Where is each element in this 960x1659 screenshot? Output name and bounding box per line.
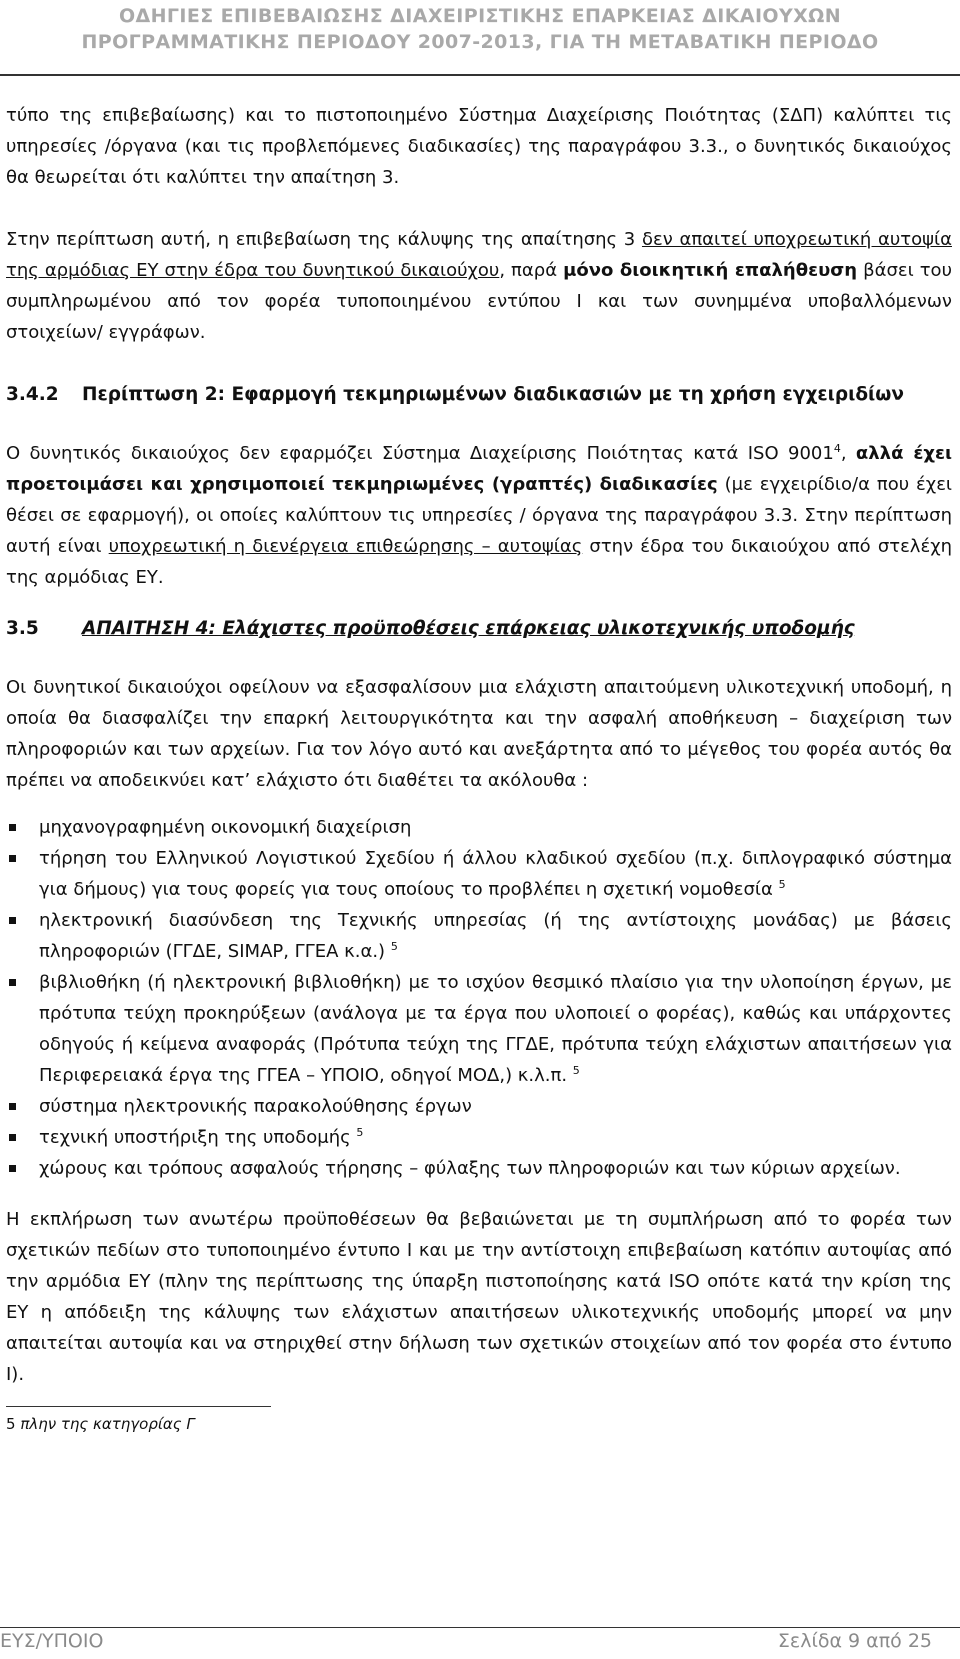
footnote-number: 5 <box>6 1415 16 1433</box>
list-item: βιβλιοθήκη (ή ηλεκτρονική βιβλιοθήκη) με το ισχύον θεσμικό πλαίσιο για την υλοποίηση έργων, με πρότυπα τεύχη προκηρύξεων (ανάλογα με τα έργα που υλοποιεί ο φορέας), καθώς και υπάρχοντες οδηγούς ή κείμενα αναφοράς (Πρότυπα τεύχη της ΓΓΔΕ, πρότυπα τεύχη ελάχιστων απαιτήσεων για Περιφερειακά έργα της ΓΓΕΑ – ΥΠΟΙΟ, οδηγοί ΜΟΔ,) κ.λ.π. $^5$ <box>6 967 952 1091</box>
underlined-phrase: υποχρεωτική η διενέργεια επιθεώρησης – αυτοψίας <box>108 536 583 557</box>
paragraph-case-1-verification: Στην περίπτωση αυτή, η επιβεβαίωση της κάλυψης της απαίτησης 3 δεν απαιτεί υποχρεωτική αυτοψία της αρμόδιας ΕΥ στην έδρα του δυνητικού δικαιούχου, παρά μόνο διοικητική επαλήθευση βάσει του συμπληρωμένου από τον φορέα τυποποιημένου εντύπου Ι και των συνημμένα υποβαλλόμενων στοιχείων/ εγγράφων. <box>6 229 952 343</box>
page-number: Σελίδα 9 από 25 <box>777 1630 932 1652</box>
page-footer <box>0 1630 932 1652</box>
paragraph-fulfilment: Η εκπλήρωση των ανωτέρω προϋποθέσεων θα βεβαιώνεται με τη συμπλήρωση από το φορέα των σχετικών πεδίων στο τυποποιημένο έντυπο Ι και με την αντίστοιχη επιβεβαίωση κατόπιν αυτοψίας από την αρμόδια ΕΥ (πλην της περίπτωσης της ύπαρξη πιστοποίησης κατά ISO οπότε κατά την κρίση της ΕΥ η απόδειξη της κάλυψης των ελάχιστων απαιτήσεων υλικοτεχνικής υποδομής μπορεί να μην απαιτείται αυτοψία και να στηριχθεί στην δήλωση των σχετικών στοιχείων από τον φορέα στο έντυπο Ι). <box>6 1209 952 1385</box>
footnote-ref: 5 <box>778 878 786 891</box>
section-number: 3.5 <box>6 618 39 639</box>
list-item: ηλεκτρονική διασύνδεση της Τεχνικής υπηρεσίας (ή της αντίστοιχης μονάδας) με βάσεις πληροφοριών (ΓΓΔΕ, SIMAP, ΓΓΕΑ κ.α.) $^5$ <box>6 905 952 967</box>
section-heading-3-5 <box>6 613 952 644</box>
footer-organization: ΕΥΣ/ΥΠΟΙΟ <box>0 1630 104 1652</box>
paragraph-continuation: τύπο της επιβεβαίωσης) και το πιστοποιημένο Σύστημα Διαχείρισης Ποιότητας (ΣΔΠ) καλύπτει τις υπηρεσίες /όργανα (και τις προβλεπόμενες διαδικασίες) της παραγράφου 3.3., ο δυνητικός δικαιούχος θα θεωρείται ότι καλύπτει την απαίτηση 3. <box>6 105 952 188</box>
page-header <box>0 0 960 55</box>
underlined-phrase: δεν απαιτεί υποχρεωτική αυτοψία της αρμόδιας ΕΥ στην έδρα του δυνητικού δικαιούχου <box>6 229 952 281</box>
footer-divider <box>0 1627 960 1628</box>
bold-phrase: μόνο διοικητική επαλήθευση <box>563 260 858 281</box>
list-item: τήρηση του Ελληνικού Λογιστικού Σχεδίου ή άλλου κλαδικού σχεδίου (π.χ. διπλογραφικό σύστημα για δήμους) για τους φορείς για τους οποίους το προβλέπει η σχετική νομοθεσία $^5$ <box>6 843 952 905</box>
paragraph-requirement-4: Οι δυνητικοί δικαιούχοι οφείλουν να εξασφαλίσουν μια ελάχιστη απαιτούμενη υλικοτεχνική υποδομή, η οποία θα διασφαλίζει την επαρκή λειτουργικότητα και την ασφαλή αποθήκευση – διαχείριση των πληροφοριών και των αρχείων. Για τον λόγο αυτό και ανεξάρτητα από το μέγεθος του φορέα αυτός θα πρέπει να αποδεικνύει κατ’ ελάχιστο ότι διαθέτει τα ακόλουθα : <box>6 677 952 791</box>
footnote-ref: 5 <box>390 940 398 953</box>
requirements-list <box>6 812 952 1184</box>
footnote-divider <box>6 1406 271 1407</box>
footnote <box>6 1413 952 1435</box>
header-line-1: ΟΔΗΓΙΕΣ ΕΠΙΒΕΒΑΙΩΣΗΣ ΔΙΑΧΕΙΡΙΣΤΙΚΗΣ ΕΠΑΡΚΕΙΑΣ ΔΙΚΑΙΟΥΧΩΝ <box>118 5 842 27</box>
footnote-ref: 4 <box>833 442 841 455</box>
section-title: Περίπτωση 2: Εφαρμογή τεκμηριωμένων διαδικασιών με τη χρήση εγχειριδίων <box>82 384 904 405</box>
bold-phrase: αλλά έχει προετοιμάσει και χρησιμοποιεί τεκμηριωμένες (γραπτές) διαδικασίες <box>6 443 953 495</box>
section-title: ΑΠΑΙΤΗΣΗ 4: Ελάχιστες προϋποθέσεις επάρκειας υλικοτεχνικής υποδομής <box>82 618 855 639</box>
page-body <box>6 100 952 1435</box>
header-line-2: ΠΡΟΓΡΑΜΜΑΤΙΚΗΣ ΠΕΡΙΟΔΟΥ 2007-2013, ΓΙΑ ΤΗ ΜΕΤΑΒΑΤΙΚΗ ΠΕΡΙΟΔΟ <box>81 31 879 53</box>
list-item: σύστημα ηλεκτρονικής παρακολούθησης έργων <box>6 1091 952 1122</box>
footnote-text: πλην της κατηγορίας Γ <box>20 1415 195 1433</box>
list-item: χώρους και τρόπους ασφαλούς τήρησης – φύλαξης των πληροφοριών και των κύριων αρχείων. <box>6 1153 952 1184</box>
section-heading-3-4-2 <box>6 379 952 410</box>
paragraph-case-2: Ο δυνητικός δικαιούχος δεν εφαρμόζει Σύστημα Διαχείρισης Ποιότητας κατά ISO 9001$^4$, αλλά έχει προετοιμάσει και χρησιμοποιεί τεκμηριωμένες (γραπτές) διαδικασίες (με εγχειρίδιο/α που έχει θέσει σε εφαρμογή), οι οποίες καλύπτουν τις υπηρεσίες / όργανα της παραγράφου 3.3. Στην περίπτωση αυτή είναι υποχρεωτική η διενέργεια επιθεώρησης – αυτοψίας στην έδρα του δικαιούχου από στελέχη της αρμόδιας ΕΥ. <box>6 442 953 588</box>
header-divider <box>0 74 960 76</box>
list-item: μηχανογραφημένη οικονομική διαχείριση <box>6 812 952 843</box>
footnote-ref: 5 <box>356 1126 364 1139</box>
section-number: 3.4.2 <box>6 384 59 405</box>
list-item: τεχνική υποστήριξη της υποδομής $^5$ <box>6 1122 952 1153</box>
footnote-ref: 5 <box>572 1064 580 1077</box>
